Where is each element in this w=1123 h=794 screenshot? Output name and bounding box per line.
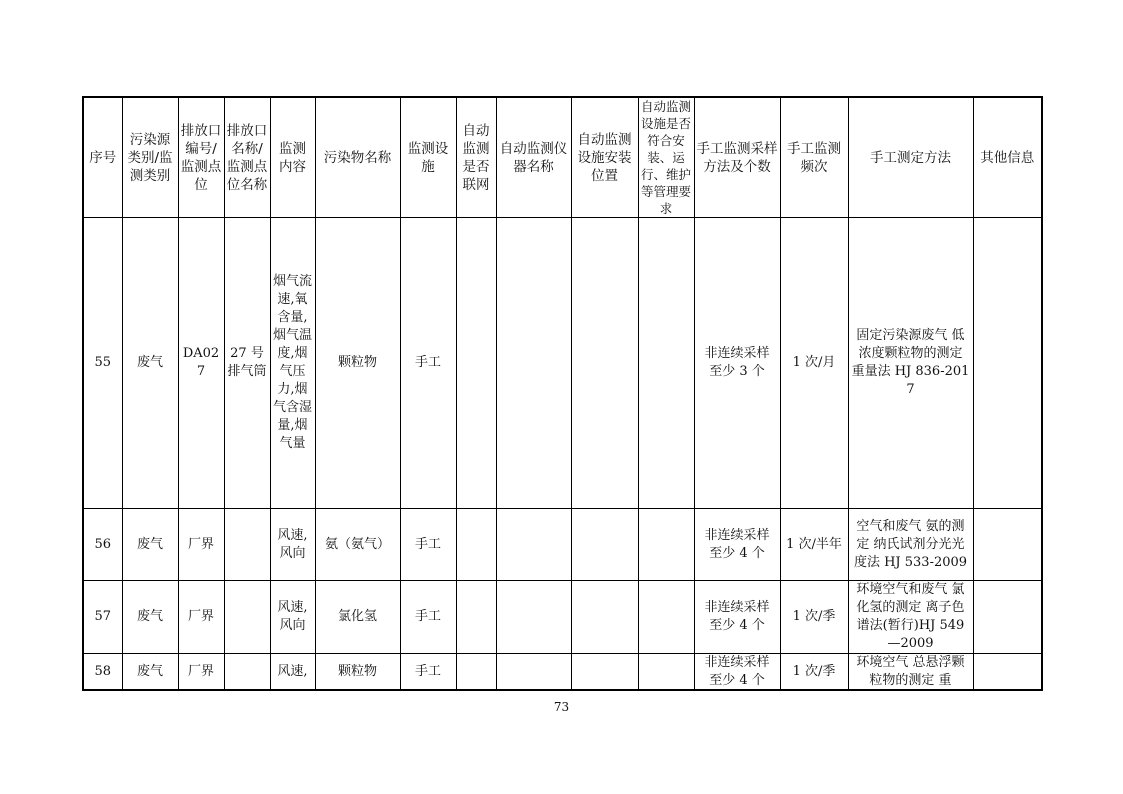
cell-manual-sampling: 非连续采样 至少 4 个 [694, 509, 780, 581]
cell-auto-compliance [638, 218, 694, 509]
cell-category: 废气 [122, 581, 178, 654]
cell-manual-frequency: 1 次/月 [780, 218, 848, 509]
cell-category: 废气 [122, 509, 178, 581]
table-row [83, 218, 1042, 509]
header-cell-auto-network: 自动监测是否联网 [456, 97, 496, 218]
cell-manual-method: 空气和废气 氨的测定 纳氏试剂分光光度法 HJ 533-2009 [848, 509, 973, 581]
cell-manual-sampling-text: 非连续采样 至少 4 个 [704, 655, 770, 688]
table-row [83, 581, 1042, 654]
header-cell-manual-frequency: 手工监测频次 [780, 97, 848, 218]
header-cell-auto-instrument: 自动监测仪器名称 [496, 97, 571, 218]
cell-manual-frequency: 1 次/季 [780, 654, 848, 691]
cell-no: 57 [83, 581, 122, 654]
cell-auto-network [456, 509, 496, 581]
cell-manual-method: 环境空气和废气 氯化氢的测定 离子色谱法(暂行)HJ 549—2009 [848, 581, 973, 654]
header-cell-category: 污染源类别/监测类别 [122, 97, 178, 218]
cell-manual-sampling: 非连续采样 至少 4 个 [694, 581, 780, 654]
cell-manual-frequency: 1 次/半年 [780, 509, 848, 581]
table-row [83, 654, 1042, 691]
cell-content: 风速,风向 [270, 581, 315, 654]
cell-auto-network [456, 654, 496, 691]
cell-no: 56 [83, 509, 122, 581]
cell-outlet-code: 厂界 [178, 509, 224, 581]
cell-outlet-name [224, 509, 270, 581]
header-cell-other: 其他信息 [973, 97, 1042, 218]
header-cell-outlet-name: 排放口名称/监测点位名称 [224, 97, 270, 218]
cell-auto-compliance [638, 581, 694, 654]
header-cell-content: 监测内容 [270, 97, 315, 218]
cell-category: 废气 [122, 218, 178, 509]
cell-outlet-code: DA027 [178, 218, 224, 509]
cell-auto-network [456, 218, 496, 509]
cell-auto-instrument [496, 581, 571, 654]
cell-manual-method-text: 环境空气 总悬浮颗粒物的测定 重 [856, 655, 965, 688]
table-row [83, 509, 1042, 581]
cell-content: 烟气流速,氧含量,烟气温度,烟气压力,烟气含湿量,烟气量 [270, 218, 315, 509]
header-cell-pollutant: 污染物名称 [315, 97, 400, 218]
cell-other [973, 509, 1042, 581]
cell-auto-location [571, 654, 638, 691]
cell-manual-method: 固定污染源废气 低浓度颗粒物的测定 重量法 HJ 836-2017 [848, 218, 973, 509]
cell-manual-method [848, 654, 973, 691]
header-cell-auto-compliance: 自动监测设施是否符合安装、运行、维护等管理要求 [638, 97, 694, 218]
cell-pollutant: 颗粒物 [315, 218, 400, 509]
cell-outlet-name: 27 号排气筒 [224, 218, 270, 509]
cell-pollutant: 氯化氢 [315, 581, 400, 654]
cell-other [973, 581, 1042, 654]
cell-auto-compliance [638, 509, 694, 581]
cell-auto-instrument [496, 654, 571, 691]
cell-other [973, 654, 1042, 691]
header-cell-manual-sampling: 手工监测采样方法及个数 [694, 97, 780, 218]
cell-category: 废气 [122, 654, 178, 691]
cell-content: 风速,风向 [270, 509, 315, 581]
header-cell-facility: 监测设施 [400, 97, 456, 218]
cell-no: 55 [83, 218, 122, 509]
cell-outlet-name [224, 654, 270, 691]
cell-outlet-code: 厂界 [178, 654, 224, 691]
cell-outlet-code: 厂界 [178, 581, 224, 654]
cell-manual-frequency: 1 次/季 [780, 581, 848, 654]
cell-content [270, 654, 315, 691]
header-cell-auto-location: 自动监测设施安装位置 [571, 97, 638, 218]
monitoring-table [82, 96, 1043, 691]
page-number: 73 [553, 700, 570, 714]
cell-content-text: 风速, [277, 663, 308, 679]
cell-facility: 手工 [400, 509, 456, 581]
cell-auto-instrument [496, 509, 571, 581]
cell-manual-sampling: 非连续采样 至少 3 个 [694, 218, 780, 509]
cell-pollutant: 氨（氨气） [315, 509, 400, 581]
cell-manual-sampling [694, 654, 780, 691]
cell-facility: 手工 [400, 218, 456, 509]
header-cell-outlet-code: 排放口编号/监测点位 [178, 97, 224, 218]
cell-auto-location [571, 509, 638, 581]
header-cell-manual-method: 手工测定方法 [848, 97, 973, 218]
cell-other [973, 218, 1042, 509]
cell-auto-compliance [638, 654, 694, 691]
cell-auto-location [571, 218, 638, 509]
cell-auto-location [571, 581, 638, 654]
cell-pollutant: 颗粒物 [315, 654, 400, 691]
header-row [83, 97, 1042, 218]
cell-auto-instrument [496, 218, 571, 509]
cell-auto-network [456, 581, 496, 654]
cell-facility: 手工 [400, 654, 456, 691]
header-cell-no: 序号 [83, 97, 122, 218]
cell-outlet-name [224, 581, 270, 654]
cell-no: 58 [83, 654, 122, 691]
cell-facility: 手工 [400, 581, 456, 654]
